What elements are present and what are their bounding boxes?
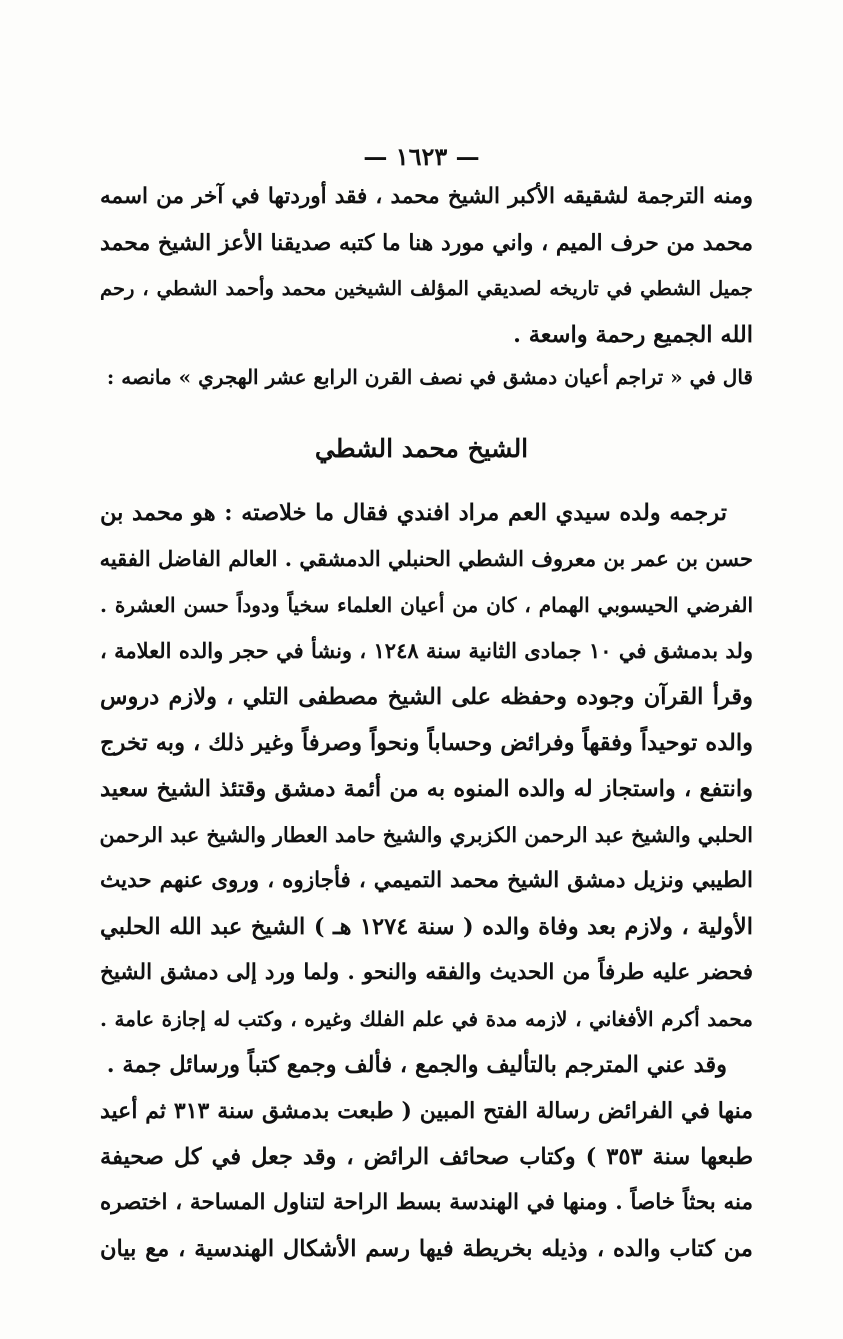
text-line: والده توحيداً وفقهاً وفرائض وحساباً ونحواً وصرفاً وغير ذلك ، وبه تخرج bbox=[100, 730, 753, 756]
intro-paragraph bbox=[100, 174, 753, 358]
text-line: من كتاب والده ، وذيله بخريطة فيها رسم الأشكال الهندسية ، مع بيان bbox=[100, 1236, 753, 1262]
text-line: الطيبي ونزيل دمشق الشيخ محمد التميمي ، فأجازوه ، وروى عنهم حديث bbox=[100, 868, 753, 893]
text-line: وقرأ القرآن وجوده وحفظه على الشيخ مصطفى التلي ، ولازم دروس bbox=[100, 684, 753, 710]
text-line: جميل الشطي في تاريخه لصديقي المؤلف الشيخين محمد وأحمد الشطي ، رحم bbox=[100, 277, 753, 300]
text-line: وانتفع ، واستجاز له والده المنوه به من أئمة دمشق وقتئذ الشيخ سعيد bbox=[100, 776, 753, 802]
text-line: حسن بن عمر بن معروف الشطي الحنبلي الدمشقي . العالم الفاضل الفقيه bbox=[100, 546, 753, 571]
text-line: منه بحثاً خاصاً . ومنها في الهندسة بسط الراحة لتناول المساحة ، اختصره bbox=[100, 1190, 753, 1215]
text-line: فحضر عليه طرفاً من الحديث والفقه والنحو . ولما ورد إلى دمشق الشيخ bbox=[100, 960, 753, 985]
text-line: منها في الفرائض رسالة الفتح المبين ( طبعت بدمشق سنة ٣١٣ ثم أعيد bbox=[100, 1098, 753, 1124]
text-line: ترجمه ولده سيدي العم مراد افندي فقال ما خلاصته : هو محمد بن bbox=[100, 500, 727, 526]
text-line: الحلبي والشيخ عبد الرحمن الكزبري والشيخ حامد العطار والشيخ عبد الرحمن bbox=[100, 823, 753, 847]
text-line: الأولية ، ولازم بعد وفاة والده ( سنة ١٢٧٤ هـ ) الشيخ عبد الله الحلبي bbox=[100, 914, 753, 940]
section-heading: الشيخ محمد الشطي bbox=[314, 434, 529, 463]
page-number: — ١٦٢٣ — bbox=[363, 142, 480, 171]
text-line: وقد عني المترجم بالتأليف والجمع ، فألف وجمع كتباً ورسائل جمة . bbox=[106, 1052, 727, 1078]
biography-body bbox=[100, 490, 753, 1272]
text-line: محمد أكرم الأفغاني ، لازمه مدة في علم الفلك وغيره ، وكتب له إجازة عامة . bbox=[100, 1007, 753, 1031]
source-citation bbox=[100, 354, 753, 400]
text-line: الله الجميع رحمة واسعة . bbox=[513, 322, 753, 348]
text-line: ولد بدمشق في ١٠ جمادى الثانية سنة ١٢٤٨ ، ونشأ في حجر والده العلامة ، bbox=[100, 638, 753, 663]
text-line: محمد من حرف الميم ، واني مورد هنا ما كتبه صديقنا الأعز الشيخ محمد bbox=[100, 230, 753, 256]
text-line: طبعها سنة ٣٥٣ ) وكتاب صحائف الرائض ، وقد جعل في كل صحيفة bbox=[100, 1144, 753, 1170]
text-line: ومنه الترجمة لشقيقه الأكبر الشيخ محمد ، فقد أوردتها في آخر من اسمه bbox=[100, 184, 753, 209]
source-line: قال في « تراجم أعيان دمشق في نصف القرن الرابع عشر الهجري » مانصه : bbox=[106, 365, 753, 389]
text-line: الفرضي الحيسوبي الهمام ، كان من أعيان العلماء سخياً ودوداً حسن العشرة . bbox=[100, 593, 753, 617]
